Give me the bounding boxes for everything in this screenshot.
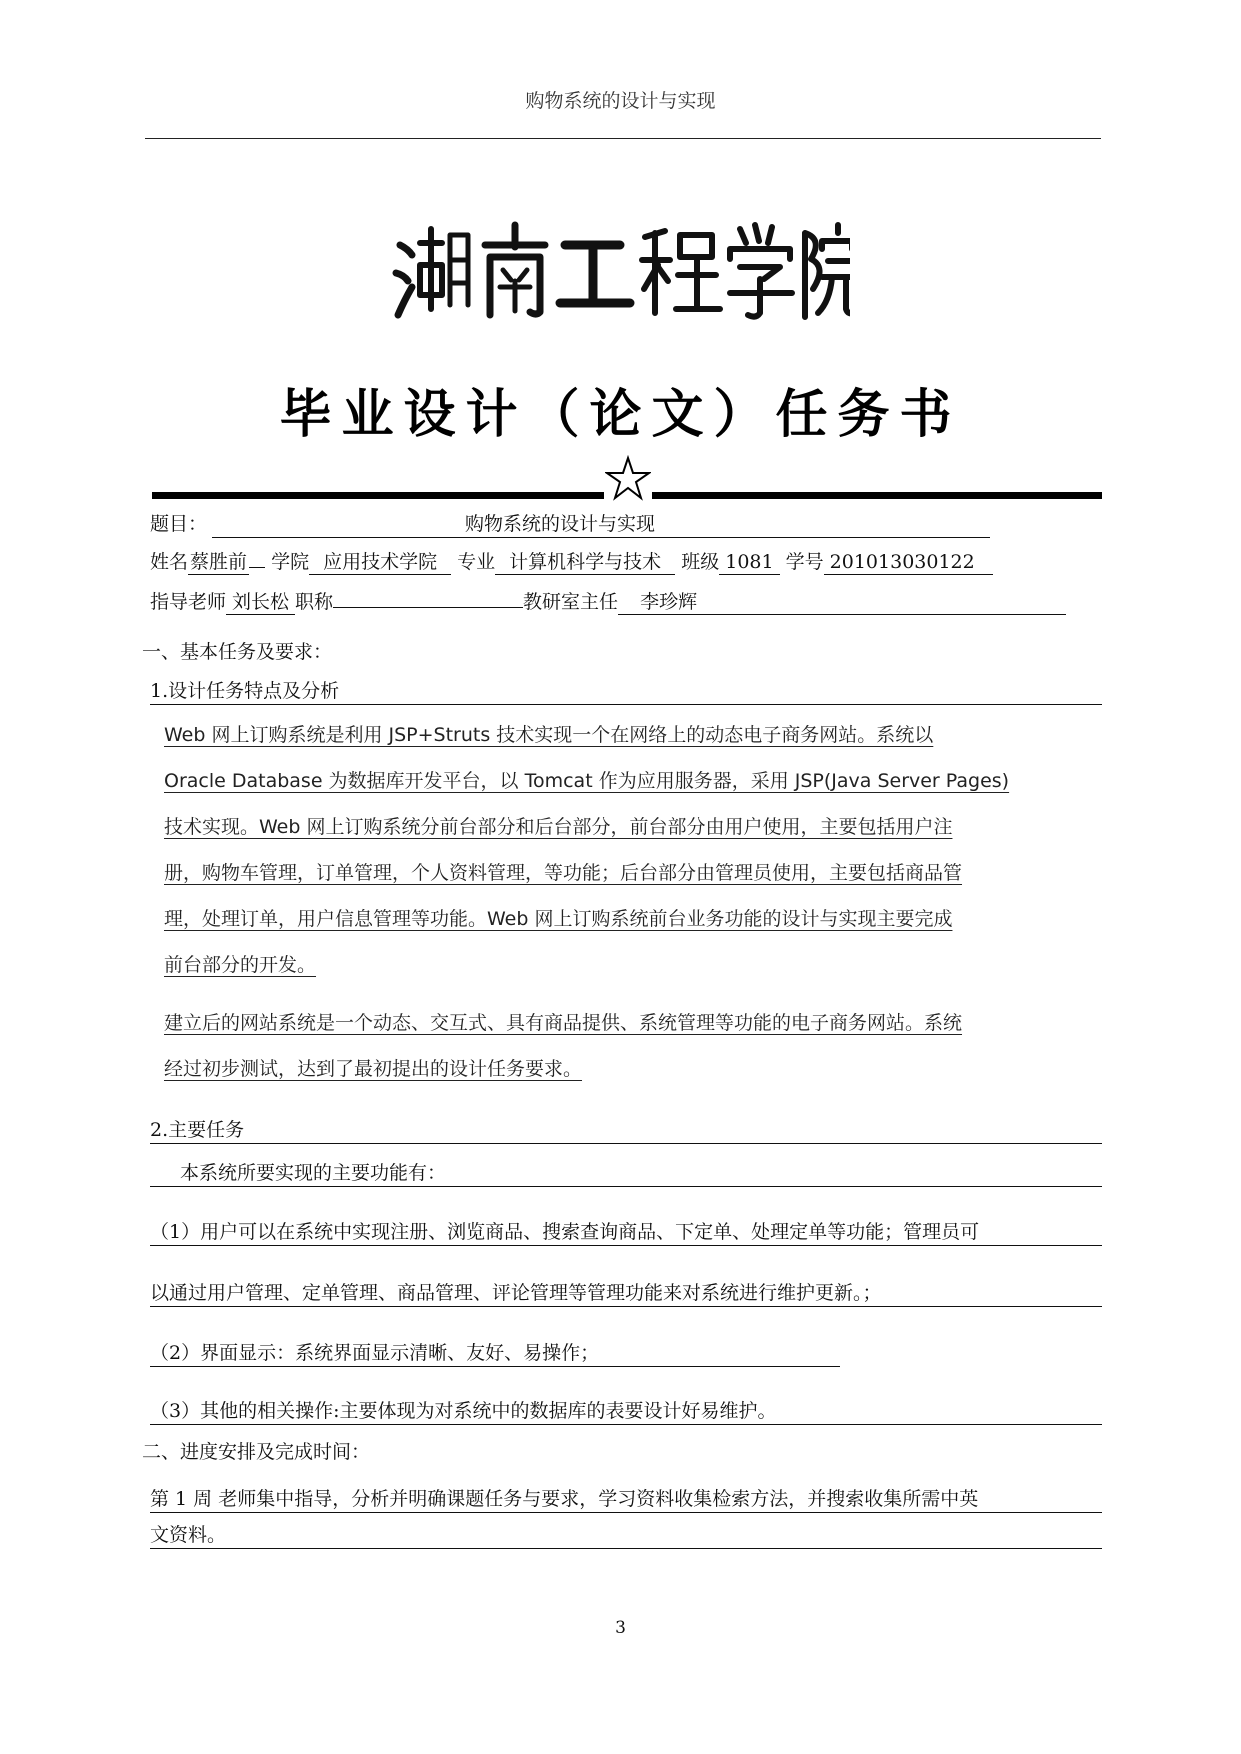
college-value: 应用技术学院: [309, 550, 451, 575]
advisor-label: 指导老师: [150, 591, 227, 613]
result-paragraph: [164, 1008, 1094, 1100]
student-info-row: [150, 550, 993, 575]
section1-heading: 一、基本任务及要求：: [142, 641, 333, 663]
week1-line1: 第 1 周 老师集中指导，分析并明确课题任务与要求，学习资料收集检索方法，并搜索收集所需中英: [150, 1486, 1102, 1513]
task1-line2: 以通过用户管理、定单管理、商品管理、评论管理等管理功能来对系统进行维护更新。；: [150, 1280, 1102, 1307]
name-value: 蔡胜前: [190, 551, 248, 573]
topic-value: 购物系统的设计与实现: [465, 513, 656, 535]
title-rule-right: [652, 492, 1102, 499]
header-divider: [145, 138, 1101, 139]
para2-line: 经过初步测试，达到了最初提出的设计任务要求。: [164, 1058, 583, 1080]
id-value: 201013030122: [824, 550, 993, 575]
major-label: 专业: [457, 551, 496, 573]
para1-line: Web 网上订购系统是利用 JSP+Struts 技术实现一个在网络上的动态电子商务网站。系统以: [164, 724, 934, 746]
document-title: 毕业设计（论文）任务书: [279, 385, 962, 445]
topic-underline: [212, 537, 990, 538]
class-value: 1081: [719, 550, 779, 575]
task-analysis-paragraph: [164, 720, 1094, 996]
running-header: 购物系统的设计与实现: [525, 90, 716, 112]
task1-line1: （1）用户可以在系统中实现注册、浏览商品、搜索查询商品、下定单、处理定单等功能；管理员可: [150, 1219, 1102, 1246]
para1-line: 技术实现。Web 网上订购系统分前台部分和后台部分，前台部分由用户使用，主要包括用户注: [164, 816, 953, 838]
task2: （2）界面显示：系统界面显示清晰、友好、易操作；: [150, 1340, 840, 1367]
school-calligraphy-logo: [390, 215, 850, 325]
page-number: 3: [615, 1618, 626, 1638]
para1-line: 册，购物车管理，订单管理，个人资料管理，等功能；后台部分由管理员使用，主要包括商品管: [164, 862, 963, 884]
director-label: 教研室主任: [523, 591, 619, 613]
sub2-heading: 2.主要任务: [150, 1117, 1102, 1144]
sub1-heading: 1.设计任务特点及分析: [150, 678, 1102, 705]
director-value: 李珍辉: [618, 590, 1066, 615]
advisor-row: [150, 590, 1066, 615]
para1-line: 理，处理订单，用户信息管理等功能。Web 网上订购系统前台业务功能的设计与实现主要完成: [164, 908, 953, 930]
name-label: 姓名: [150, 551, 189, 573]
advisor-value: 刘长松: [226, 590, 295, 615]
title-rule-left: [152, 492, 604, 499]
section2-heading: 二、进度安排及完成时间：: [142, 1441, 371, 1463]
week1-line2: 文资料。: [150, 1522, 1102, 1549]
star-icon: [605, 455, 651, 501]
task-intro: 本系统所要实现的主要功能有：: [150, 1160, 1102, 1187]
para1-line: Oracle Database 为数据库开发平台，以 Tomcat 作为应用服务器，采用 JSP(Java Server Pages): [164, 770, 1010, 792]
id-label: 学号: [785, 551, 824, 573]
class-label: 班级: [681, 551, 720, 573]
topic-label: 题目：: [150, 513, 208, 535]
major-value: 计算机科学与技术: [495, 550, 675, 575]
college-label: 学院: [271, 551, 310, 573]
rank-label: 职称: [295, 591, 334, 613]
para1-line: 前台部分的开发。: [164, 954, 317, 976]
task3: （3）其他的相关操作:主要体现为对系统中的数据库的表要设计好易维护。: [150, 1398, 1102, 1425]
para2-line: 建立后的网站系统是一个动态、交互式、具有商品提供、系统管理等功能的电子商务网站。系统: [164, 1012, 963, 1034]
rank-value: [333, 607, 523, 608]
